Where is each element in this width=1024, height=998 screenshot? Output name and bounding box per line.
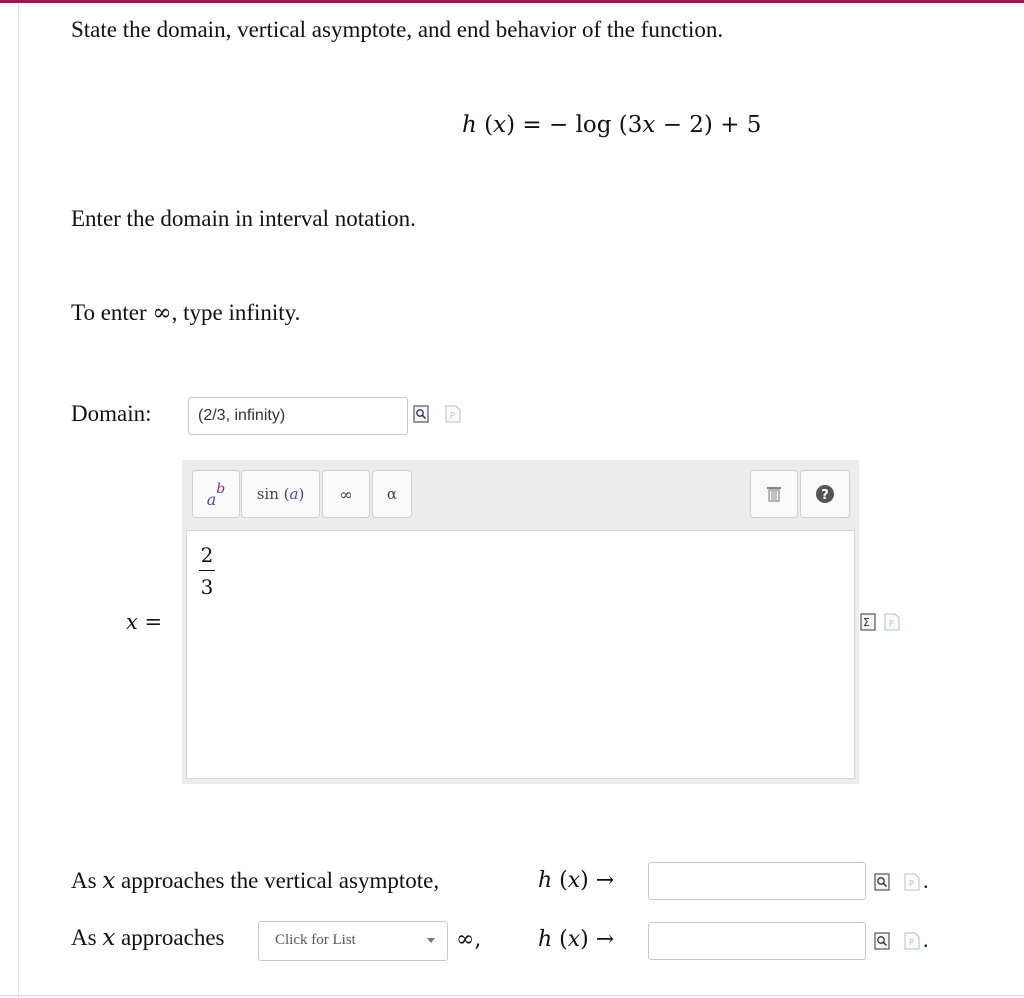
end-behavior-row1-text — [71, 868, 439, 894]
math-palette — [182, 460, 859, 784]
question-prompt: State the domain, vertical asymptote, and end behavior of the function. — [71, 17, 724, 42]
row2-prefix: As — [71, 925, 103, 950]
infinity-button[interactable]: ∞ — [322, 470, 370, 518]
trash-button[interactable] — [750, 470, 798, 518]
row2-h: h — [538, 927, 553, 952]
row2-arrow: → — [595, 927, 615, 952]
row1-h: h — [538, 868, 553, 893]
fraction-numerator: 2 — [200, 543, 214, 567]
asymptote-var: x — [126, 610, 138, 634]
row2-period: . — [923, 927, 929, 952]
infinity-instruction-suffix: , type infinity. — [171, 300, 301, 325]
formula-help-icon[interactable] — [904, 932, 920, 950]
help-button[interactable] — [800, 470, 850, 518]
formula-help-icon[interactable] — [445, 405, 461, 423]
function-name: h — [462, 112, 477, 138]
top-accent-line — [0, 0, 1024, 3]
row1-arrow: → — [595, 868, 615, 893]
asymptote-label — [126, 610, 162, 634]
fraction-denominator: 3 — [200, 575, 214, 599]
fraction-bar — [199, 570, 215, 571]
preview-icon[interactable] — [874, 873, 890, 891]
sin-arg: a — [289, 485, 299, 503]
row2-h-var: x — [567, 927, 581, 952]
end-behavior-row2-text — [71, 925, 225, 951]
sin-button[interactable]: sin ( a ) — [241, 470, 320, 518]
infinity-symbol: ∞ — [152, 300, 172, 326]
row2-infinity: ∞, — [456, 927, 482, 952]
math-editor[interactable] — [186, 530, 855, 779]
trash-icon — [765, 485, 783, 503]
formula-help-icon[interactable] — [884, 613, 900, 631]
help-icon — [815, 484, 835, 504]
svg-text:P: P — [450, 411, 455, 420]
direction-select[interactable] — [258, 921, 448, 961]
row2-var: x — [102, 925, 116, 951]
row1-period: . — [923, 868, 929, 893]
row1-h-var: x — [567, 868, 581, 893]
domain-instruction: Enter the domain in interval notation. — [71, 206, 416, 231]
svg-text:?: ? — [821, 488, 829, 503]
domain-input[interactable]: (2/3, infinity) — [188, 397, 408, 435]
power-exp: b — [216, 481, 226, 497]
power-base: a — [206, 489, 217, 509]
row2-answer-input[interactable] — [648, 922, 866, 960]
svg-text:P: P — [909, 879, 914, 888]
select-placeholder: Click for List — [275, 932, 356, 948]
svg-text:P: P — [909, 938, 914, 947]
preview-icon[interactable] — [874, 932, 890, 950]
preview-icon[interactable] — [413, 405, 429, 423]
row1-prefix: As — [71, 868, 103, 893]
function-rhs-suffix: − 2) + 5 — [655, 112, 762, 138]
infinity-instruction — [71, 300, 300, 326]
formula-help-icon[interactable] — [904, 873, 920, 891]
row2-h-label: h (x) → — [538, 927, 615, 952]
svg-text:P: P — [889, 619, 894, 628]
asymptote-fraction — [197, 543, 217, 599]
left-divider — [18, 3, 19, 998]
domain-label: Domain: — [71, 401, 152, 426]
formula-preview-icon[interactable] — [860, 613, 876, 631]
chevron-down-icon — [427, 938, 435, 943]
asymptote-eq: = — [144, 610, 163, 634]
row2-suffix: approaches — [115, 925, 225, 950]
function-expression: h (x) = − log (3x − 2) + 5 — [462, 112, 762, 138]
row1-h-label: h (x) → — [538, 868, 615, 893]
sin-label: sin — [256, 485, 279, 503]
row1-var: x — [102, 868, 116, 894]
function-rhs-prefix: = − log (3 — [522, 112, 643, 138]
function-variable: x — [493, 112, 507, 138]
power-button[interactable] — [192, 470, 240, 518]
row1-answer-input[interactable] — [648, 862, 866, 900]
svg-text:Σ: Σ — [863, 616, 870, 629]
function-rhs-var: x — [642, 112, 656, 138]
alpha-button[interactable]: α — [372, 470, 412, 518]
infinity-instruction-prefix: To enter — [71, 300, 153, 325]
bottom-divider — [0, 995, 1024, 996]
row1-suffix: approaches the vertical asymptote, — [115, 868, 440, 893]
